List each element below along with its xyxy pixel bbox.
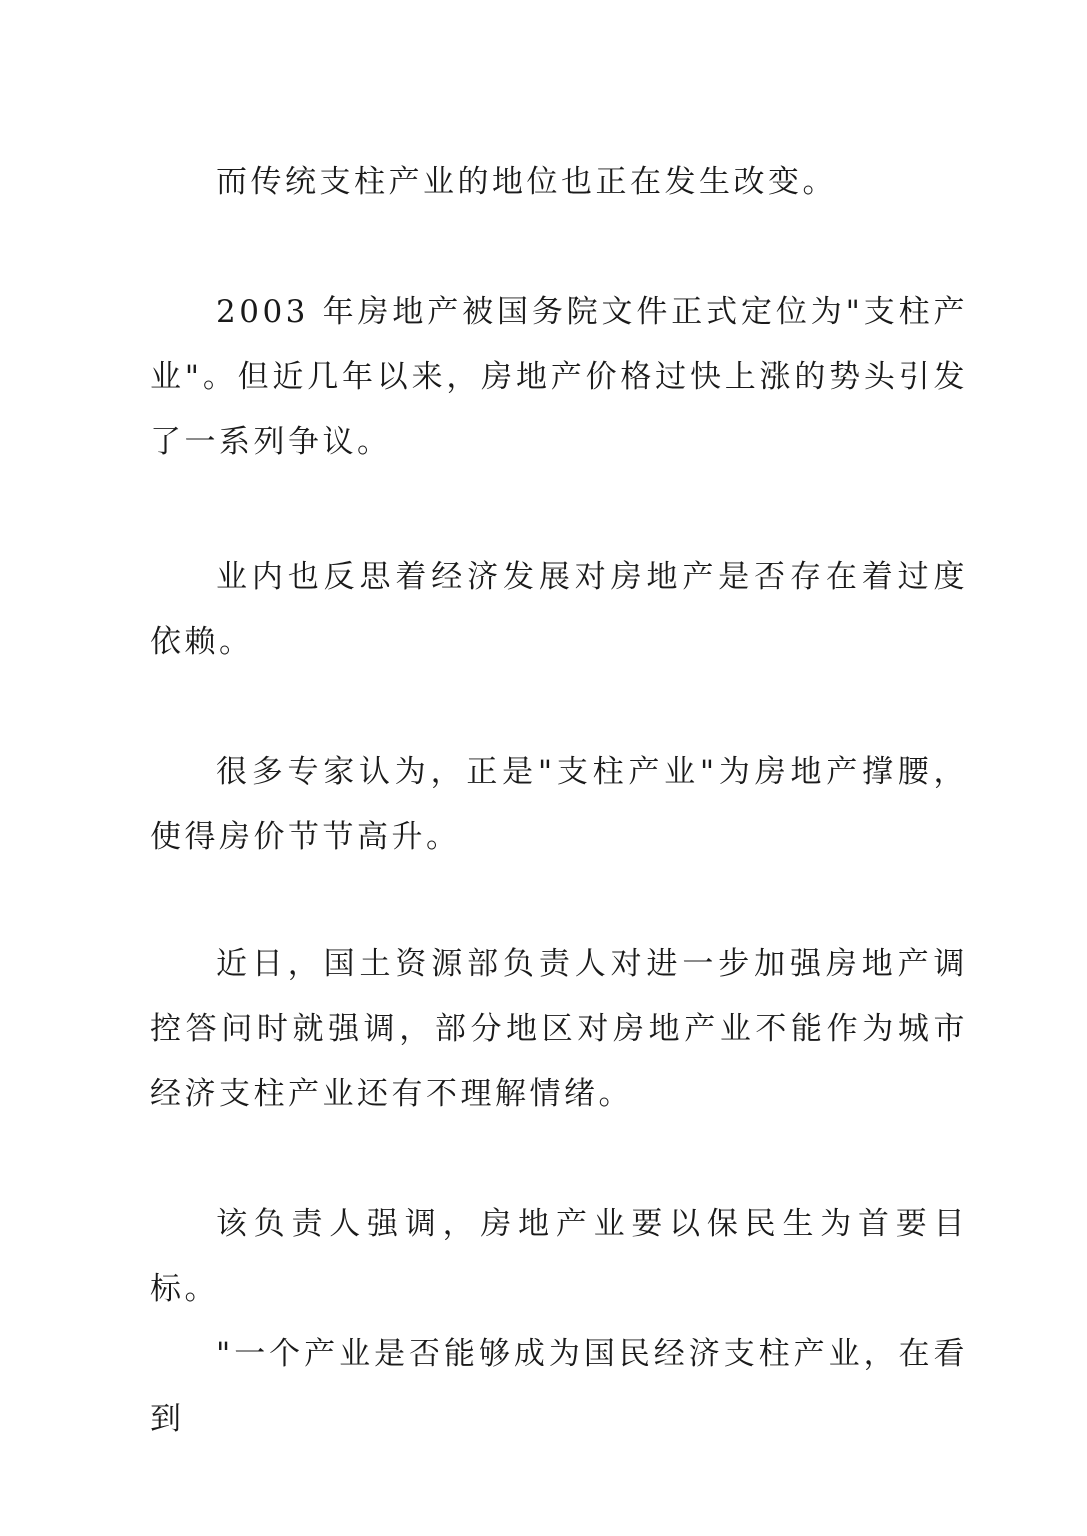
paragraph-7: "一个产业是否能够成为国民经济支柱产业，在看到 [150,1336,968,1437]
paragraph-1: 而传统支柱产业的地位也正在发生改变。 [216,164,837,200]
paragraph-2: 2003 年房地产被国务院文件正式定位为"支柱产业"。但近几年以来，房地产价格过快上涨的势头引发了一系列争议。 [150,294,968,460]
paragraph-6: 该负责人强调，房地产业要以保民生为首要目标。 [150,1206,968,1307]
paragraph-4: 很多专家认为，正是"支柱产业"为房地产撑腰，使得房价节节高升。 [150,754,968,855]
paragraph-5: 近日，国土资源部负责人对进一步加强房地产调控答问时就强调，部分地区对房地产业不能作为城市经济支柱产业还有不理解情绪。 [150,946,968,1112]
paragraph-3: 业内也反思着经济发展对房地产是否存在着过度依赖。 [150,559,968,660]
